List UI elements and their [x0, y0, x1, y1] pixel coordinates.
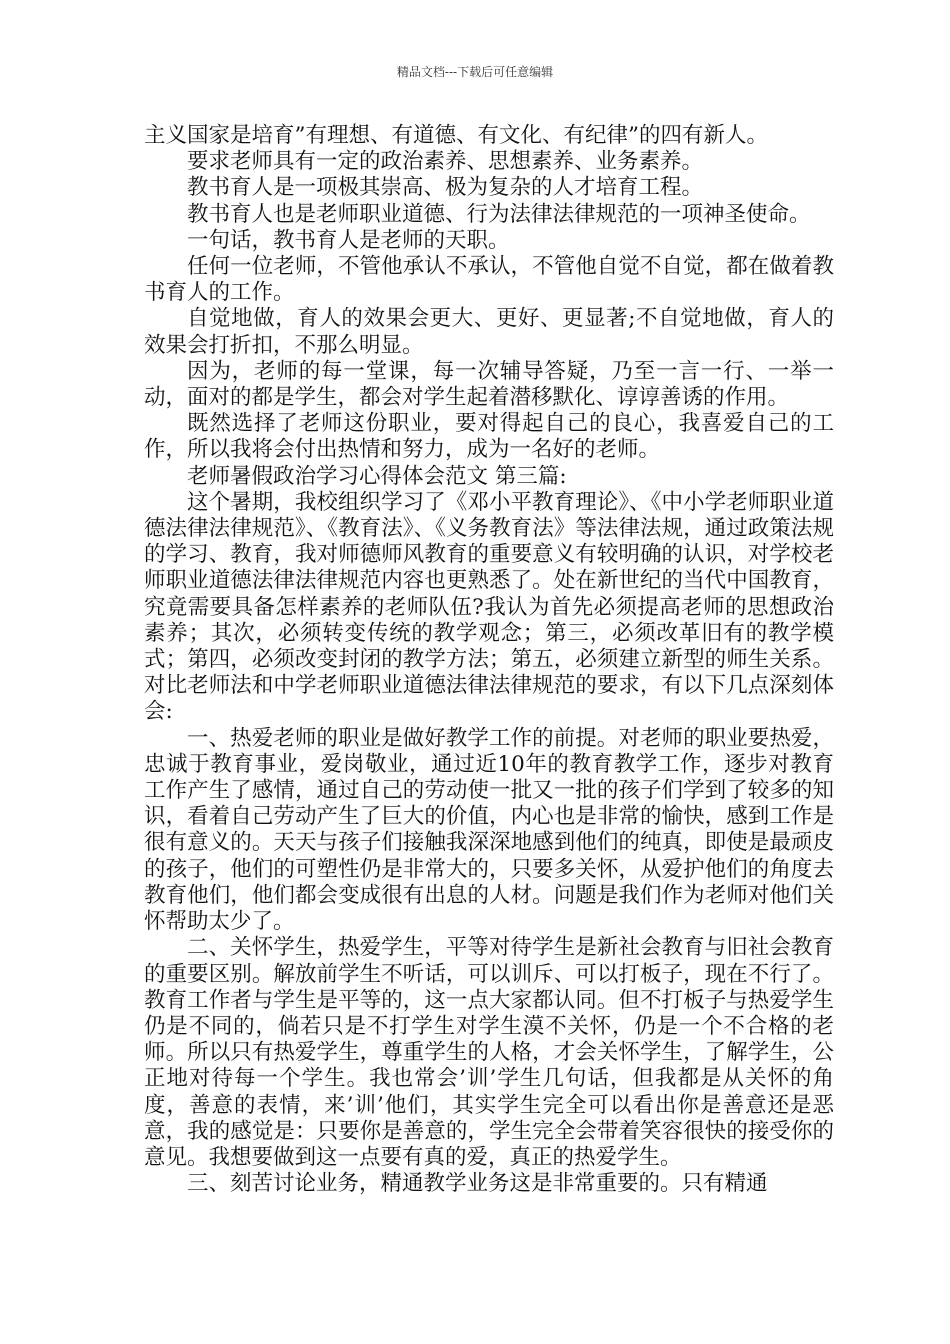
paragraph: 二、关怀学生，热爱学生，平等对待学生是新社会教育与旧社会教育的重要区别。解放前学生不听话，可以训斥、可以打板子，现在不行了。教育工作者与学生是平等的，这一点大家都认同。但不打板子与热爱学生仍是不同的，倘若只是不打学生对学生漠不关怀，仍是一个不合格的老师。所以只有热爱学生，尊重学生的人格，才会关怀学生，了解学生，公正地对待每一个学生。我也常会’训’学生几句话，但我都是从关怀的角度，善意的表情，来’训’他们，其实学生完全可以看出你是善意还是恶意，我的感觉是：只要你是善意的，学生完全会带着笑容很快的接受你的意见。我想要做到这一点要有真的爱，真正的热爱学生。 [144, 935, 834, 1170]
paragraph: 这个暑期，我校组织学习了《邓小平教育理论》、《中小学老师职业道德法律法律规范》、《教育法》、《义务教育法》等法律法规，通过政策法规的学习、教育，我对师德师风教育的重要意义有较明确的认识，对学校老师职业道德法律法律规范内容也更熟悉了。处在新世纪的当代中国教育，究竟需要具备怎样素养的老师队伍?我认为首先必须提高老师的思想政治素养；其次，必须转变传统的教学观念；第三，必须改革旧有的教学模式；第四，必须改变封闭的教学方法；第五，必须建立新型的师生关系。对比老师法和中学老师职业道德法律法律规范的要求，有以下几点深刻体会: [144, 489, 834, 725]
paragraph: 主义国家是培育”有理想、有道德、有文化、有纪律”的四有新人。 [144, 123, 768, 148]
paragraph: 自觉地做，育人的效果会更大、更好、更显著;不自觉地做，育人的效果会打折扣，不那么明显。 [144, 306, 834, 358]
section-heading: 老师暑假政治学习心得体会范文 第三篇: [187, 463, 567, 489]
document-body [144, 123, 834, 1197]
paragraph: 任何一位老师，不管他承认不承认，不管他自觉不自觉，都在做着教书育人的工作。 [144, 254, 834, 306]
paragraph: 因为，老师的每一堂课，每一次辅导答疑，乃至一言一行、一举一动，面对的都是学生，都会对学生起着潜移默化、谆谆善诱的作用。 [144, 358, 834, 411]
paragraph: 一句话，教书育人是老师的天职。 [187, 227, 510, 253]
paragraph: 要求老师具有一定的政治素养、思想素养、业务素养。 [187, 149, 704, 175]
paragraph: 教书育人也是老师职业道德、行为法律法律规范的一项神圣使命。 [187, 201, 811, 227]
paragraph: 教书育人是一项极其崇高、极为复杂的人才培育工程。 [187, 175, 704, 201]
paragraph: 三、刻苦讨论业务，精通教学业务这是非常重要的。只有精通 [187, 1171, 768, 1197]
paragraph: 一、热爱老师的职业是做好教学工作的前提。对老师的职业要热爱，忠诚于教育事业，爱岗敬业，通过近10年的教育教学工作，逐步对教育工作产生了感情，通过自己的劳动使一批又一批的孩子们学到了较多的知识，看着自己劳动产生了巨大的价值，内心也是非常的愉快，感到工作是很有意义的。天天与孩子们接触我深深地感到他们的纯真，即使是最顽皮的孩子，他们的可塑性仍是非常大的，只要多关怀，从爱护他们的角度去教育他们，他们都会变成很有出息的人材。问题是我们作为老师对他们关怀帮助太少了。 [144, 725, 834, 935]
page-header: 精品文档---下载后可任意编辑 [396, 65, 554, 79]
paragraph: 既然选择了老师这份职业，要对得起自己的良心，我喜爱自己的工作，所以我将会付出热情和努力，成为一名好的老师。 [144, 411, 834, 463]
